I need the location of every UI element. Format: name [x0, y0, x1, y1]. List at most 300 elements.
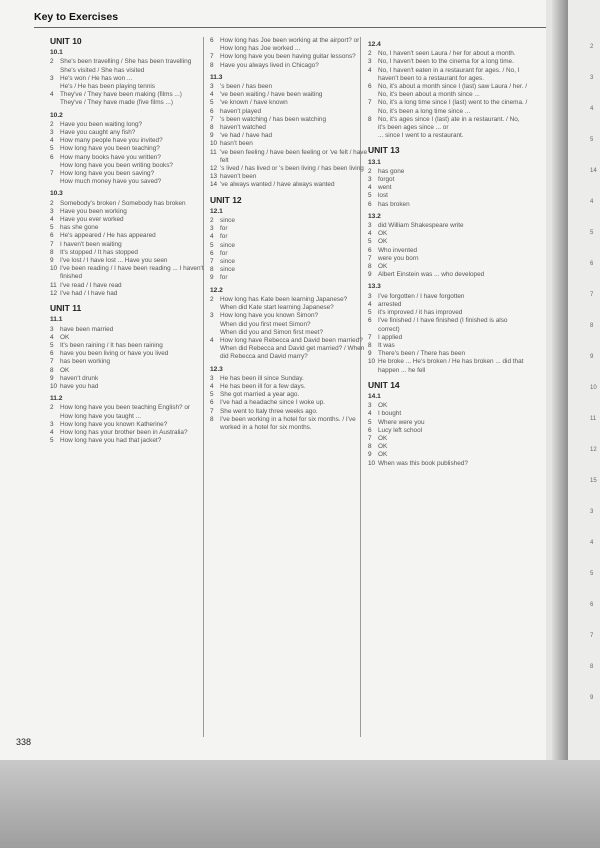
answer-item-number: 8: [368, 115, 372, 123]
answer-item-number: 4: [368, 66, 372, 74]
answer-item-text: They've / They have made (five films ...): [60, 99, 173, 107]
answer-item: [210, 399, 370, 407]
answer-item-number: 9: [210, 274, 214, 282]
answer-item-number: 9: [210, 132, 214, 140]
answer-item: [210, 345, 370, 361]
book-spine-shadow: [552, 0, 568, 760]
answer-item: [210, 408, 370, 416]
unit-title: UNIT 10: [50, 36, 82, 46]
answer-item-text: 've been feeling / have been feeling or 've felt / have felt: [220, 148, 368, 164]
answer-item-number: 3: [50, 207, 54, 215]
answer-item: [210, 45, 370, 53]
answer-item: [50, 91, 210, 99]
answer-item-text: He has been ill since Sunday.: [220, 374, 304, 382]
answer-item-number: 10: [368, 459, 376, 467]
next-page-fragment: 3: [590, 509, 594, 515]
answer-item: [368, 317, 528, 333]
answer-item-number: 12: [50, 289, 58, 297]
answer-item: [50, 200, 210, 208]
answer-item-text: I've finished / I have finished (I finished is also correct): [378, 317, 508, 333]
answer-item-number: 6: [50, 153, 54, 161]
answer-item-text: How long have you been saving?: [60, 170, 155, 178]
answer-item-text: How long have you been having guitar lessons?: [220, 53, 356, 61]
answer-item-text: He's / He has been playing tennis: [60, 83, 156, 91]
answer-item-text: I've lost / I have lost ... Have you seen: [60, 257, 168, 265]
answer-item-number: 5: [368, 309, 372, 317]
answer-item-text: No, I haven't eaten in a restaurant for ages. / No, I haven't been to a restaurant for ages.: [378, 66, 520, 82]
answer-item-number: 3: [368, 222, 372, 230]
page-header-title: Key to Exercises: [34, 11, 119, 23]
answer-item-text: OK: [378, 434, 388, 442]
answer-item-number: 4: [210, 91, 214, 99]
answer-item-text: How many books have you written?: [60, 153, 161, 161]
exercise-number: 12.2: [210, 286, 223, 294]
answer-item: [50, 137, 210, 145]
exercise-number: 12.3: [210, 365, 223, 373]
answer-item-text: Have you been working: [60, 207, 127, 215]
unit-title: UNIT 14: [368, 379, 400, 390]
answer-item: [50, 58, 210, 66]
answer-item-text: OK: [378, 451, 388, 459]
answer-item-number: 9: [368, 271, 372, 279]
next-page-fragment: 9: [590, 695, 594, 701]
answer-item-text: How long has Joe worked ...: [220, 45, 301, 53]
answer-item-text: hasn't been: [220, 140, 253, 148]
answer-item-text: 's lived / has lived or 's been living / has been living: [220, 165, 364, 173]
answer-item: [210, 312, 370, 320]
answer-item: [210, 165, 370, 173]
answer-item-text: Have you been waiting long?: [60, 120, 143, 128]
answer-item-text: When was this book published?: [378, 459, 468, 467]
answer-item: [368, 358, 528, 374]
answer-item: [368, 350, 528, 358]
answer-item: [210, 181, 370, 189]
answer-item-number: 6: [368, 246, 372, 254]
next-page-fragment: 5: [590, 571, 594, 577]
answer-item-text: I've read / I have read: [60, 281, 122, 289]
next-page-fragment: 5: [590, 230, 594, 236]
answer-item-number: 10: [368, 358, 376, 366]
next-page-fragment: 4: [590, 540, 594, 546]
answer-item-number: 3: [50, 325, 54, 333]
unit-title: UNIT 11: [50, 303, 82, 314]
answer-item: [368, 435, 528, 443]
answer-item-number: 5: [368, 238, 372, 246]
answer-item: [368, 309, 528, 317]
answer-item-text: it's improved / it has improved: [378, 309, 463, 317]
exercise-number: 13.3: [368, 283, 381, 291]
answer-item: [50, 241, 210, 249]
answer-item: [50, 375, 210, 383]
answer-item-number: 6: [368, 200, 372, 208]
answer-item-text: I've been reading / I have been reading ... I haven't finished: [60, 265, 204, 281]
answer-item-text: forgot: [378, 176, 395, 184]
answer-item-text: Lucy left school: [378, 426, 423, 434]
answer-item-text: How long have you been teaching English? or: [60, 404, 191, 412]
next-page-fragment: 4: [590, 106, 594, 112]
answer-item-text: When did you and Simon first meet?: [220, 328, 324, 336]
answer-item-text: haven't watched: [220, 124, 266, 132]
answer-item-number: 3: [210, 374, 214, 382]
answer-item: [368, 168, 528, 176]
answer-item: [50, 265, 210, 281]
answer-item: [50, 282, 210, 290]
answer-item-text: No, it's about a month since I (last) saw Laura / her. / No, it's been about a month since ...: [378, 83, 527, 99]
header-rule: [34, 27, 546, 28]
answer-item-number: 9: [50, 257, 54, 265]
answer-item-number: 5: [368, 192, 372, 200]
answer-item-text: Have you ever worked: [60, 216, 124, 224]
answer-item-number: [210, 304, 220, 312]
answer-item-number: 7: [210, 53, 214, 61]
answer-item-text: How long have Rebecca and David been married?: [220, 336, 363, 344]
answer-item: [368, 132, 528, 140]
answer-item-text: OK: [378, 238, 388, 246]
answer-item-text: It was: [378, 341, 395, 349]
answer-item: [50, 232, 210, 240]
answer-item: [368, 230, 528, 238]
answer-item-number: 2: [50, 199, 54, 207]
answer-item-number: 6: [368, 317, 372, 325]
answer-item-text: No, it's ages since I (last) ate in a restaurant. / No, it's been ages since ... or: [378, 115, 520, 132]
answer-item: [368, 184, 528, 192]
answer-item-text: No, I haven't been to the cinema for a long time.: [378, 58, 514, 66]
answer-item-number: 7: [368, 333, 372, 341]
answer-item: [50, 216, 210, 224]
answer-item: [368, 419, 528, 427]
answer-item-number: 3: [50, 129, 54, 137]
next-page-fragment: 8: [590, 323, 594, 329]
answer-item-number: 6: [50, 232, 54, 240]
answer-item-number: 12: [210, 165, 218, 173]
answer-item-number: 4: [368, 230, 372, 238]
answer-item-number: 13: [210, 173, 218, 181]
answer-item-text: for: [220, 249, 228, 257]
answer-item: [210, 258, 370, 266]
answer-item-number: 5: [368, 418, 372, 426]
next-page-fragment: 5: [590, 137, 594, 143]
answer-item-number: 3: [368, 176, 372, 184]
answer-item: [368, 58, 528, 66]
answer-item-text: OK: [60, 366, 70, 374]
answer-item: [50, 413, 210, 421]
answer-item-text: No, I haven't seen Laura / her for about a month.: [378, 50, 516, 58]
answer-item-number: 4: [210, 233, 214, 241]
next-page-fragment: 6: [590, 602, 594, 608]
answer-item: [210, 266, 370, 274]
answer-item-number: 7: [368, 99, 372, 107]
answer-item-text: 've been waiting / have been waiting: [220, 91, 323, 99]
answer-item: [210, 250, 370, 258]
answer-item: [368, 255, 528, 263]
answer-item-text: How long has your brother been in Australia?: [60, 428, 188, 436]
answer-item: [50, 67, 210, 75]
next-page-fragment: 2: [590, 44, 594, 50]
answer-item-text: for: [220, 274, 228, 282]
answer-item: [210, 116, 370, 124]
answer-item-number: 2: [210, 217, 214, 225]
answer-item: [50, 99, 210, 107]
answer-item: [210, 83, 370, 91]
answer-item-number: 5: [50, 437, 54, 445]
answer-item-text: has broken: [378, 200, 410, 208]
answer-item: [50, 326, 210, 334]
answer-item-text: How long have you taught ...: [60, 412, 142, 420]
answer-column-2: [210, 37, 370, 432]
exercise-number: 14.1: [368, 392, 381, 400]
answer-item: [50, 224, 210, 232]
answer-item-number: 6: [50, 350, 54, 358]
answer-item: [50, 121, 210, 129]
answer-item-text: have you had: [60, 382, 99, 390]
answer-item-text: I haven't been waiting: [60, 240, 122, 248]
answer-item-number: 6: [210, 399, 214, 407]
answer-item-text: for: [220, 225, 228, 233]
answer-item-number: 2: [50, 404, 54, 412]
answer-item-text: Who invented: [378, 246, 418, 254]
answer-item-text: She's visited / She has visited: [60, 66, 145, 74]
answer-item: [50, 83, 210, 91]
answer-item: [210, 383, 370, 391]
answer-item-number: 8: [210, 61, 214, 69]
answer-item-text: 've always wanted / have always wanted: [220, 181, 335, 189]
answer-item: [210, 53, 370, 61]
answer-item: [210, 296, 370, 304]
answer-item-number: 11: [210, 148, 217, 156]
next-page-fragment: 4: [590, 199, 594, 205]
answer-item: [368, 192, 528, 200]
answer-item-number: 7: [210, 258, 214, 266]
answer-item-text: They've / They have been making (films ...): [60, 91, 182, 99]
answer-column-1: [50, 37, 210, 445]
answer-item-number: 4: [50, 91, 54, 99]
answer-item: [368, 402, 528, 410]
answer-item-text: haven't been: [220, 173, 257, 181]
answer-item: [210, 99, 370, 107]
answer-item-text: since: [220, 217, 235, 225]
answer-item: [210, 149, 370, 165]
answer-item-number: [50, 162, 60, 170]
answer-item: [50, 257, 210, 265]
answer-item: [210, 416, 370, 432]
answer-item: [210, 233, 370, 241]
answer-item-number: 7: [50, 170, 54, 178]
answer-item-number: 2: [210, 295, 214, 303]
answer-item: [210, 173, 370, 181]
answer-item-text: When did you first meet Simon?: [220, 320, 311, 328]
answer-item-text: haven't played: [220, 107, 262, 115]
answer-item-text: I applied: [378, 333, 403, 341]
answer-item-text: How long have you known Simon?: [220, 312, 319, 320]
next-page-fragment: 15: [590, 478, 597, 484]
answer-item-number: 7: [50, 358, 54, 366]
answer-item-text: went: [378, 184, 392, 192]
answer-item-text: When did Kate start learning Japanese?: [220, 304, 334, 312]
answer-item-text: Albert Einstein was ... who developed: [378, 271, 485, 279]
answer-item-text: He broke ... He's broken / He has broken ... did that happen ... he fell: [378, 358, 524, 374]
answer-item-number: [210, 345, 220, 361]
answer-item: [210, 62, 370, 70]
answer-item: [368, 222, 528, 230]
answer-item: [210, 274, 370, 282]
answer-item: [210, 375, 370, 383]
answer-item-number: 3: [368, 402, 372, 410]
answer-item-text: How long has Kate been learning Japanese?: [220, 295, 348, 303]
answer-item: [50, 367, 210, 375]
answer-item-text: How long have you had that jacket?: [60, 437, 162, 445]
answer-item-number: 3: [50, 74, 54, 82]
exercise-number: 12.4: [368, 41, 381, 48]
answer-item: [50, 129, 210, 137]
answer-item: [50, 404, 210, 412]
answer-item-text: He's won / He has won ...: [60, 74, 133, 82]
answer-item-number: 6: [210, 249, 214, 257]
answer-item: [368, 50, 528, 58]
answer-item: [50, 334, 210, 342]
answer-item-text: arrested: [378, 300, 402, 308]
answer-item-text: How long have you known Katherine?: [60, 420, 168, 428]
next-page-fragment: 10: [590, 385, 597, 391]
answer-item-number: 4: [210, 336, 214, 344]
answer-item-number: 8: [50, 248, 54, 256]
answer-item-number: 7: [210, 407, 214, 415]
answer-item-number: [50, 99, 60, 107]
exercise-number: 11.2: [50, 395, 63, 403]
answer-item-number: 8: [368, 341, 372, 349]
answer-item-number: 2: [368, 50, 372, 58]
next-page-fragment: 6: [590, 261, 594, 267]
answer-item-number: 2: [50, 120, 54, 128]
answer-item-text: When did Rebecca and David get married? / When did Rebecca and David marry?: [220, 345, 365, 361]
answer-item-number: 6: [368, 83, 372, 91]
answer-item-text: I've had / I have had: [60, 289, 118, 297]
next-page-fragment: 12: [590, 447, 597, 453]
next-page-fragment: 8: [590, 664, 594, 670]
answer-item-number: [210, 329, 220, 337]
exercise-number: 13.1: [368, 158, 381, 166]
answer-item: [210, 217, 370, 225]
answer-item-number: 6: [368, 426, 372, 434]
answer-item-number: 8: [368, 443, 372, 451]
answer-item-text: I've forgotten / I have forgotten: [378, 292, 465, 300]
answer-item: [50, 421, 210, 429]
exercise-number: 11.3: [210, 73, 223, 81]
answer-item-number: 4: [210, 382, 214, 390]
answer-item: [368, 116, 528, 132]
answer-item: [368, 247, 528, 255]
answer-item-text: How much money have you saved?: [60, 178, 162, 186]
answer-item: [50, 429, 210, 437]
answer-item: [210, 391, 370, 399]
answer-item-text: It's been raining / It has been raining: [60, 341, 163, 349]
answer-item-number: 5: [50, 341, 54, 349]
answer-item-text: 's been watching / has been watching: [220, 115, 327, 123]
answer-item-text: has been working: [60, 358, 111, 366]
answer-item-number: 2: [50, 58, 54, 66]
answer-item: [368, 460, 528, 468]
answer-item: [210, 132, 370, 140]
answer-item-text: since: [220, 258, 235, 266]
answer-item-text: Somebody's broken / Somebody has broken: [60, 199, 186, 207]
answer-item: [368, 67, 528, 83]
answer-item-text: 've known / have known: [220, 99, 288, 107]
exercise-number: 10.3: [50, 190, 63, 198]
answer-item-number: 3: [368, 292, 372, 300]
answer-item: [368, 334, 528, 342]
page-number: 338: [16, 737, 32, 747]
answer-item-number: 9: [368, 350, 372, 358]
answer-item-text: She got married a year ago.: [220, 391, 300, 399]
answer-item-number: 4: [368, 184, 372, 192]
exercise-number: 10.1: [50, 49, 63, 57]
answer-item-text: Where were you: [378, 418, 425, 426]
answer-column-3: [368, 37, 528, 468]
next-page-fragment: 11: [590, 416, 597, 422]
answer-item-text: since: [220, 266, 235, 274]
answer-item: [368, 271, 528, 279]
answer-item-number: [50, 413, 60, 421]
answer-item-text: Have you caught any fish?: [60, 129, 136, 137]
next-page-fragment: 14: [590, 168, 597, 174]
answer-item-number: 10: [50, 382, 58, 390]
answer-item-text: I've had a headache since I woke up.: [220, 399, 325, 407]
next-page-fragment: 9: [590, 354, 594, 360]
answer-item-number: 8: [50, 366, 54, 374]
answer-item-number: 8: [210, 266, 214, 274]
answer-item-number: 8: [368, 263, 372, 271]
next-page-edge: [568, 0, 600, 760]
answer-item-number: 2: [368, 167, 372, 175]
answer-item: [368, 263, 528, 271]
exercise-number: 11.1: [50, 316, 63, 324]
answer-item: [50, 145, 210, 153]
answer-item-number: 7: [50, 240, 54, 248]
answer-item-number: [368, 132, 378, 140]
answer-item-number: 4: [50, 137, 54, 145]
answer-item: [210, 242, 370, 250]
answer-item-number: 7: [368, 254, 372, 262]
answer-item-text: were you born: [378, 254, 419, 262]
answer-item-number: 9: [50, 374, 54, 382]
answer-item-text: for: [220, 233, 228, 241]
answer-item-text: OK: [378, 402, 388, 410]
answer-item-text: OK: [378, 443, 388, 451]
answer-item-text: How long has Joe been working at the airport? or: [220, 37, 360, 44]
answer-item-number: 5: [50, 145, 54, 153]
scan-bottom-margin: [0, 760, 600, 848]
answer-item-number: 5: [210, 99, 214, 107]
answer-item-number: 11: [50, 281, 57, 289]
answer-item: [210, 225, 370, 233]
answer-item-number: 6: [210, 37, 214, 44]
answer-item-number: 14: [210, 181, 218, 189]
answer-item-text: He has been ill for a few days.: [220, 382, 306, 390]
answer-item: [368, 293, 528, 301]
answer-item-text: haven't drunk: [60, 374, 99, 382]
answer-item: [50, 358, 210, 366]
answer-item: [210, 329, 370, 337]
unit-title: UNIT 12: [210, 194, 242, 205]
answer-item: [50, 350, 210, 358]
answer-item-number: 3: [50, 420, 54, 428]
answer-item-text: OK: [378, 230, 388, 238]
answer-item-number: 3: [210, 225, 214, 233]
answer-item-number: 7: [210, 115, 214, 123]
answer-item-text: I bought: [378, 410, 402, 418]
answer-item: [368, 443, 528, 451]
answer-item: [50, 290, 210, 298]
answer-item-number: 9: [368, 451, 372, 459]
